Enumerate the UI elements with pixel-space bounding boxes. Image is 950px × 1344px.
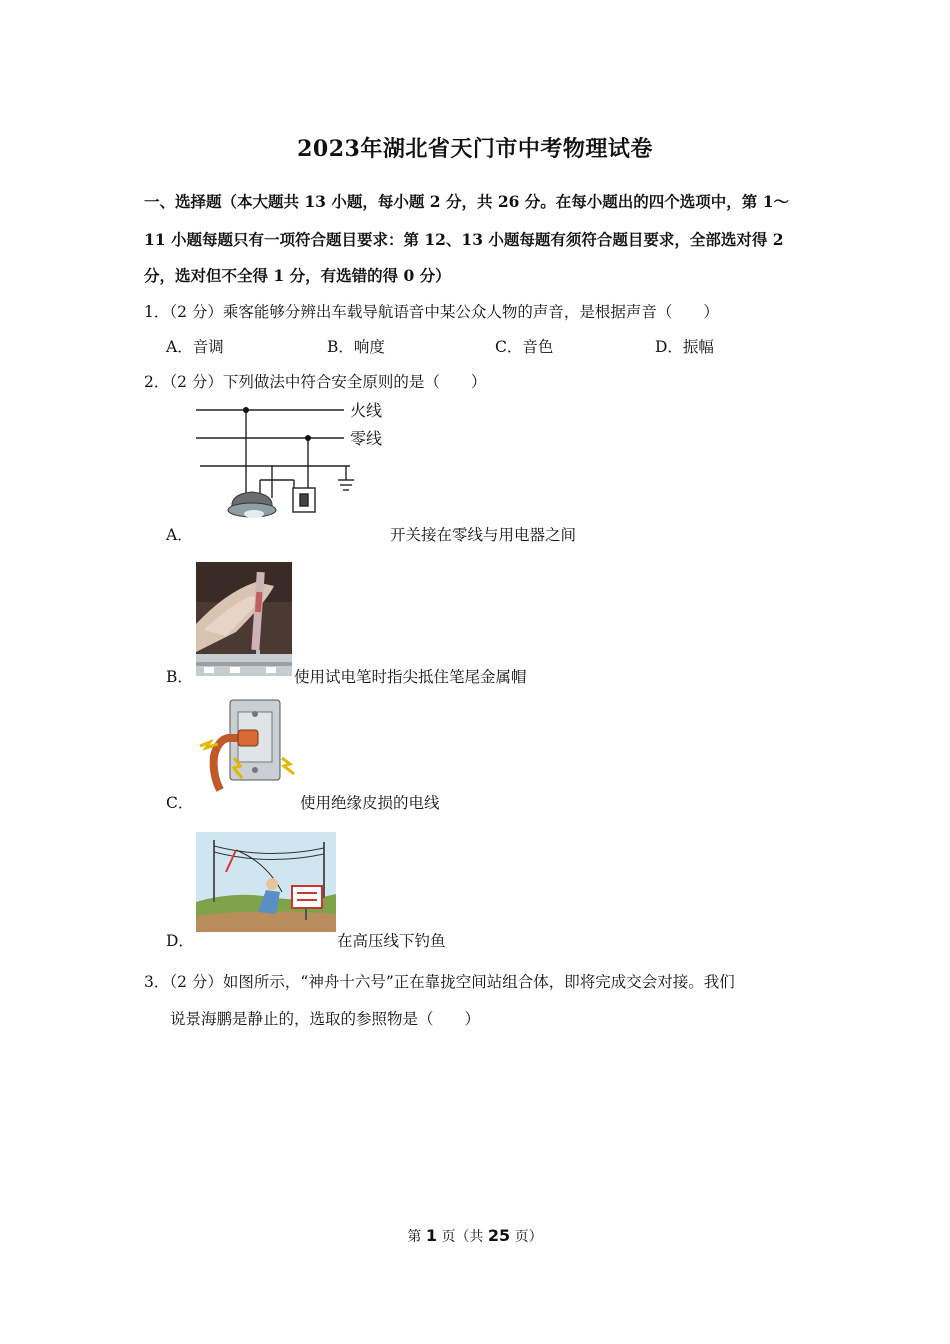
q2-option-b-letter: B．: [166, 668, 193, 686]
q2-option-a-letter: A．: [166, 526, 193, 544]
footer-page-number: 1: [425, 1226, 437, 1245]
footer-total-pages: 25: [487, 1226, 511, 1245]
question-1-stem: 1．（2 分）乘客能够分辨出车载导航语音中某公众人物的声音，是根据声音（ ）: [144, 303, 719, 321]
question-2-stem: 2．（2 分）下列做法中符合安全原则的是（ ）: [144, 373, 487, 391]
q2-option-d-letter: D．: [166, 932, 194, 950]
circuit-diagram-figure: [190, 398, 400, 528]
neutral-wire-label: 零线: [350, 429, 383, 448]
footer-suffix: 页）: [514, 1229, 543, 1245]
section-instructions-line1: 一、选择题（本大题共 13 小题，每小题 2 分，共 26 分。在每小题出的四个选项中，第 1～: [144, 192, 789, 211]
q1-option-c: C．音色: [495, 338, 554, 356]
q1-option-b: B．响度: [327, 338, 385, 356]
q1-option-d: D．振幅: [655, 338, 714, 356]
footer-prefix: 第: [407, 1229, 422, 1245]
question-3-stem-line1: 3．（2 分）如图所示，“神舟十六号”正在靠拢空间站组合体，即将完成交会对接。我们: [144, 973, 735, 991]
q2-option-c-text: 使用绝缘皮损的电线: [300, 794, 440, 812]
q2-option-b-text: 使用试电笔时指尖抵住笔尾金属帽: [294, 668, 527, 686]
question-3-stem-line2: 说景海鹏是静止的，选取的参照物是（ ）: [170, 1010, 481, 1028]
q2-option-c-letter: C．: [166, 794, 194, 812]
q2-option-a-text: 开关接在零线与用电器之间: [390, 526, 577, 544]
footer-middle: 页（共: [441, 1229, 484, 1245]
q1-option-a: A．音调: [166, 338, 224, 356]
damaged-wire-figure: [194, 696, 298, 794]
section-instructions-line3: 分，选对但不全得 1 分，有选错的得 0 分）: [144, 266, 451, 285]
page-footer: [0, 1226, 950, 1246]
q2-option-d-text: 在高压线下钓鱼: [337, 932, 446, 950]
live-wire-label: 火线: [350, 401, 383, 420]
section-instructions-line2: 11 小题每题只有一项符合题目要求：第 12、13 小题每题有须符合题目要求，全部选对得 2: [144, 230, 784, 249]
page-title: 2023年湖北省天门市中考物理试卷: [297, 136, 653, 162]
fishing-under-power-lines-figure: [196, 832, 336, 932]
test-pen-photo: [196, 562, 292, 676]
